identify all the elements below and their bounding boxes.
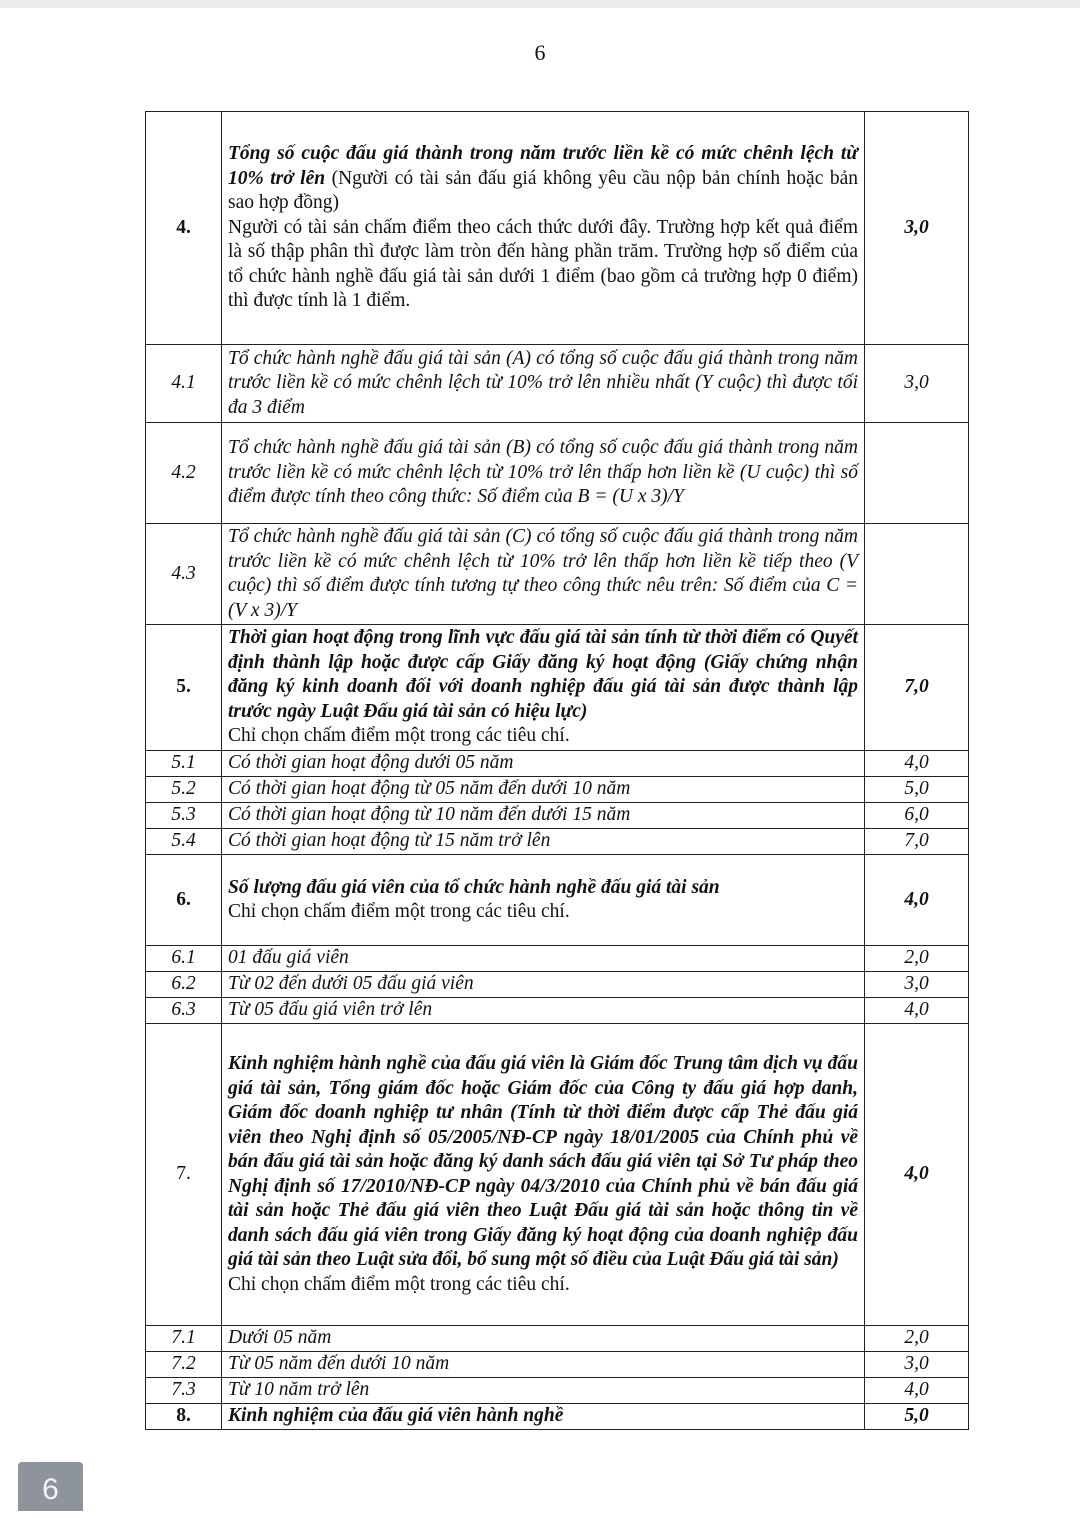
- table-row: [146, 998, 969, 1024]
- table-row: [146, 829, 969, 855]
- table-row: [146, 946, 969, 972]
- table-row: [146, 1378, 969, 1404]
- criterion-content: Có thời gian hoạt động từ 15 năm trở lên: [222, 829, 865, 855]
- criterion-content: 01 đấu giá viên: [222, 946, 865, 972]
- criterion-content: Từ 02 đến dưới 05 đấu giá viên: [222, 972, 865, 998]
- table-row: [146, 751, 969, 777]
- viewer-top-bar: [0, 0, 1080, 8]
- criterion-number: 5.2: [146, 777, 222, 803]
- criterion-number: 7.3: [146, 1378, 222, 1404]
- criterion-score: 7,0: [865, 625, 969, 751]
- criterion-content: Dưới 05 năm: [222, 1326, 865, 1352]
- page-indicator-badge: 6: [18, 1462, 83, 1511]
- page-number: 6: [534, 40, 546, 65]
- criterion-content: [222, 625, 865, 751]
- criterion-number: 4.2: [146, 423, 222, 524]
- criterion-number: 6.: [146, 855, 222, 946]
- criterion-title: Tổng số cuộc đấu giá thành trong năm trước liền kề có mức chênh lệch từ 10% trở lên: [228, 143, 858, 189]
- table-row: [146, 972, 969, 998]
- table-row: [146, 1404, 969, 1430]
- table-row: [146, 777, 969, 803]
- criterion-number: 5.4: [146, 829, 222, 855]
- table-row: [146, 1352, 969, 1378]
- scoring-criteria-table: [145, 111, 969, 1430]
- criterion-number: 6.3: [146, 998, 222, 1024]
- criterion-content: Có thời gian hoạt động từ 05 năm đến dưới 10 năm: [222, 777, 865, 803]
- criterion-number: 5.: [146, 625, 222, 751]
- criterion-note: Chỉ chọn chấm điểm một trong các tiêu chí.: [228, 725, 570, 747]
- criterion-content: Có thời gian hoạt động từ 10 năm đến dưới 15 năm: [222, 803, 865, 829]
- criterion-content: Từ 05 đấu giá viên trở lên: [222, 998, 865, 1024]
- criterion-content: Tổ chức hành nghề đấu giá tài sản (A) có tổng số cuộc đấu giá thành trong năm trước liền kề có mức chênh lệch từ 10% trở lên nhiều nhất (Y cuộc) thì được tối đa 3 điểm: [222, 345, 865, 423]
- criterion-number: 7.: [146, 1024, 222, 1326]
- criterion-content: [222, 1024, 865, 1326]
- criterion-score: 4,0: [865, 855, 969, 946]
- criterion-score: 4,0: [865, 1024, 969, 1326]
- criterion-number: 7.2: [146, 1352, 222, 1378]
- criterion-number: 4.1: [146, 345, 222, 423]
- criterion-number: 5.1: [146, 751, 222, 777]
- table-row: [146, 112, 969, 345]
- criterion-content: Từ 10 năm trở lên: [222, 1378, 865, 1404]
- criterion-title: Kinh nghiệm hành nghề của đấu giá viên là Giám đốc Trung tâm dịch vụ đấu giá tài sản, Tổng giám đốc hoặc Giám đốc của Công ty đấu giá hợp danh, Giám đốc doanh nghiệp tư nhân (Tính từ thời điểm được cấp Thẻ đấu giá viên theo Nghị định số 05/2005/NĐ-CP ngày 18/01/2005 của Chính phủ về bán đấu giá tài sản hoặc đăng ký danh sách đấu giá viên tại Sở Tư pháp theo Nghị định số 17/2010/NĐ-CP ngày 04/3/2010 của Chính phủ về bán đấu giá tài sản hoặc Thẻ đấu giá viên theo Luật Đấu giá tài sản hoặc thông tin về danh sách đấu giá viên trong Giấy đăng ký hoạt động của doanh nghiệp đấu giá tài sản theo Luật sửa đổi, bổ sung một số điều của Luật Đấu giá tài sản): [228, 1053, 858, 1270]
- criterion-content: Kinh nghiệm của đấu giá viên hành nghề: [222, 1404, 865, 1430]
- criterion-note: Chỉ chọn chấm điểm một trong các tiêu chí.: [228, 1273, 570, 1295]
- criterion-score: 3,0: [865, 1352, 969, 1378]
- criterion-score: 4,0: [865, 751, 969, 777]
- criterion-title: Số lượng đấu giá viên của tổ chức hành nghề đấu giá tài sản: [228, 876, 720, 898]
- criterion-score: 3,0: [865, 112, 969, 345]
- criterion-score: [865, 423, 969, 524]
- criterion-title: Thời gian hoạt động trong lĩnh vực đấu giá tài sản tính từ thời điểm có Quyết định thành lập hoặc được cấp Giấy đăng ký hoạt động (Giấy chứng nhận đăng ký kinh doanh đối với doanh nghiệp đấu giá tài sản được thành lập trước ngày Luật Đấu giá tài sản có hiệu lực): [228, 627, 858, 722]
- criterion-content: Tổ chức hành nghề đấu giá tài sản (C) có tổng số cuộc đấu giá thành trong năm trước liền kề có mức chênh lệch từ 10% trở lên thấp hơn liền kề tiếp theo (V cuộc) thì số điểm được tính tương tự theo công thức nêu trên: Số điểm của C = (V x 3)/Y: [222, 524, 865, 625]
- criterion-number: 6.2: [146, 972, 222, 998]
- criterion-title-rest: (Người có tài sản đấu giá không yêu cầu nộp bản chính hoặc bản sao hợp đồng): [228, 167, 858, 214]
- criterion-content: Từ 05 năm đến dưới 10 năm: [222, 1352, 865, 1378]
- table-row: [146, 1326, 969, 1352]
- criterion-content: Có thời gian hoạt động dưới 05 năm: [222, 751, 865, 777]
- table-row: [146, 345, 969, 423]
- criterion-content: [222, 112, 865, 345]
- criterion-score: 4,0: [865, 998, 969, 1024]
- criterion-score: 6,0: [865, 803, 969, 829]
- criterion-score: 5,0: [865, 1404, 969, 1430]
- criterion-score: 5,0: [865, 777, 969, 803]
- table-row: [146, 423, 969, 524]
- criterion-number: 4.: [146, 112, 222, 345]
- table-row: [146, 803, 969, 829]
- table-row: [146, 625, 969, 751]
- criterion-score: 3,0: [865, 345, 969, 423]
- criterion-number: 8.: [146, 1404, 222, 1430]
- table-row: [146, 855, 969, 946]
- criterion-score: 3,0: [865, 972, 969, 998]
- table-row: [146, 524, 969, 625]
- criterion-score: [865, 524, 969, 625]
- criterion-note: Người có tài sản chấm điểm theo cách thức dưới đây. Trường hợp kết quả điểm là số thập phân thì được làm tròn đến hàng phần trăm. Trường hợp số điểm của tổ chức hành nghề đấu giá tài sản dưới 1 điểm (bao gồm cả trường hợp 0 điểm) thì được tính là 1 điểm.: [228, 216, 858, 312]
- criterion-content: [222, 855, 865, 946]
- criterion-number: 5.3: [146, 803, 222, 829]
- criterion-number: 6.1: [146, 946, 222, 972]
- criterion-score: 2,0: [865, 946, 969, 972]
- criterion-content: Tổ chức hành nghề đấu giá tài sản (B) có tổng số cuộc đấu giá thành trong năm trước liền kề có mức chênh lệch từ 10% trở lên thấp hơn liền kề (U cuộc) thì số điểm được tính theo công thức: Số điểm của B = (U x 3)/Y: [222, 423, 865, 524]
- criterion-score: 4,0: [865, 1378, 969, 1404]
- criterion-note: Chỉ chọn chấm điểm một trong các tiêu chí.: [228, 901, 570, 922]
- criterion-number: 7.1: [146, 1326, 222, 1352]
- table-row: [146, 1024, 969, 1326]
- criterion-number: 4.3: [146, 524, 222, 625]
- criterion-score: 2,0: [865, 1326, 969, 1352]
- criterion-score: 7,0: [865, 829, 969, 855]
